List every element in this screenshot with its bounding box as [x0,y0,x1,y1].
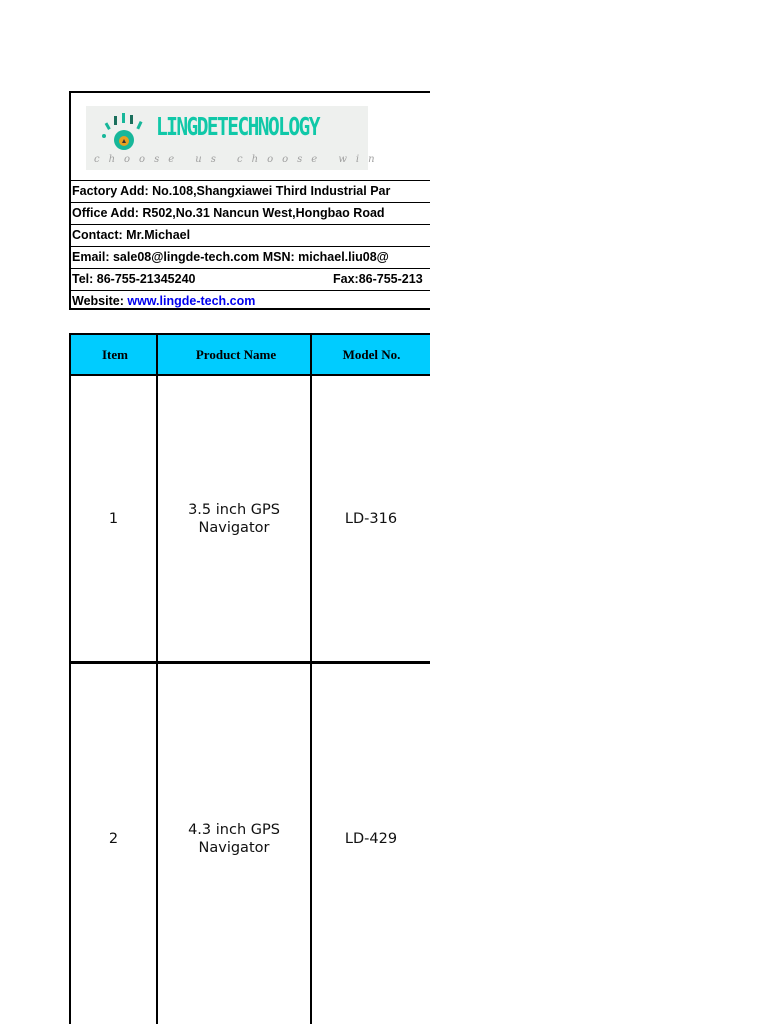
header-product-name: Product Name [195,347,277,362]
header-model-no: Model No. [342,347,401,362]
row1-product-text: 3.5 inch GPS Navigator [188,501,280,536]
row2-product-text: 4.3 inch GPS Navigator [188,822,280,856]
spreadsheet-page [69,91,430,1024]
logo-tagline: choose us choose win [94,154,384,165]
fax-text: Fax:86-755-213 [333,272,423,286]
office-address-value: : R502,No.31 Nancun West,Hongbao Road [134,206,385,220]
email-row: Email: sale08@lingde-tech.com MSN: michael.liu08@ [71,246,430,268]
row2-model-no: LD-429 [344,831,398,847]
website-row [71,290,430,310]
row2-product-name [158,664,310,1014]
company-header [69,91,430,310]
row1-item: 1 [108,510,119,527]
row2-item: 2 [108,831,119,847]
phone-fax-row [71,268,430,290]
tel-text: Tel: 86-755-21345240 [72,272,196,286]
website-label: Website: [72,294,128,308]
company-logo [86,106,384,170]
table-header-row [69,333,430,376]
header-item: Item [102,347,128,362]
row1-product-name [158,376,310,661]
row1-model-no: LD-316 [344,510,398,527]
factory-address-value: No.108,Shangxiawei Third Industrial Par [148,184,391,198]
website-link[interactable]: www.lingde-tech.com [127,294,256,308]
office-address-row [71,202,430,224]
office-address-label: Office Add [72,206,135,220]
hand-logo-icon [96,110,152,154]
logo-wordmark: LINGDETECHNOLOGY [156,112,319,141]
contact-row: Contact: Mr.Michael [71,224,430,246]
factory-address-row [71,180,430,202]
factory-address-label: Factory Add: [72,184,149,198]
